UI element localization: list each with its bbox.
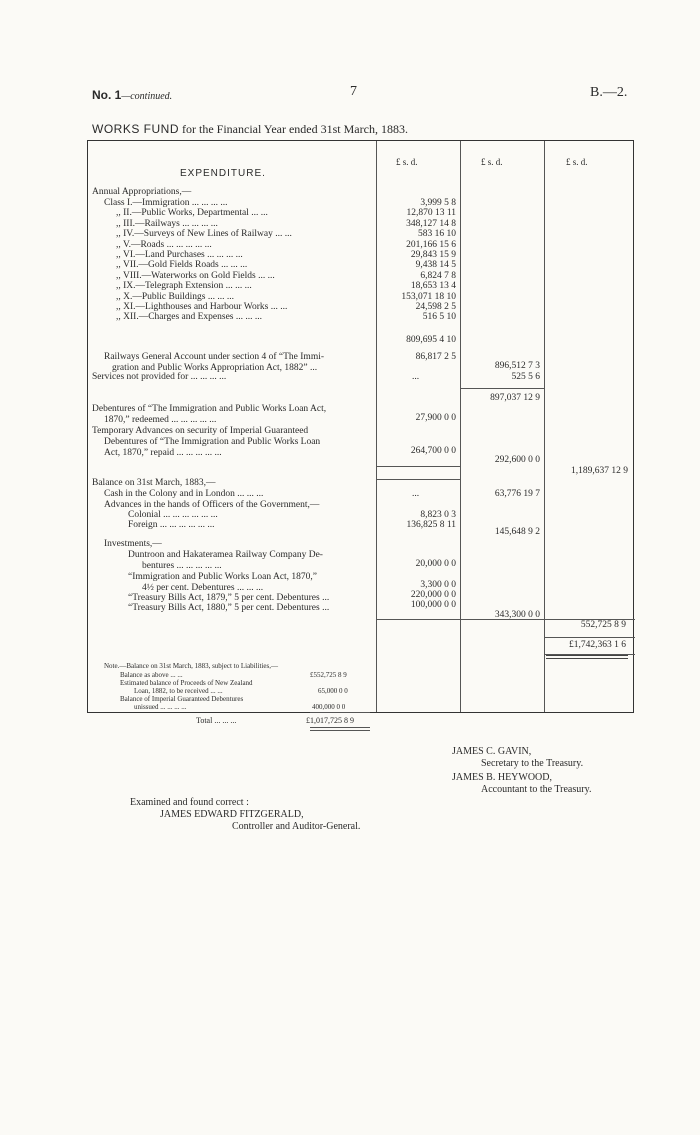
signature-fitzgerald-title: Controller and Auditor-General. bbox=[232, 821, 361, 832]
note-r3-amount: 65,000 0 0 bbox=[318, 687, 348, 695]
colonial-amount: 8,823 0 3 bbox=[420, 510, 456, 520]
services-dots: ... bbox=[412, 372, 420, 382]
treasury-1879-amount: 220,000 0 0 bbox=[410, 590, 456, 600]
col1-header: £ s. d. bbox=[396, 157, 418, 167]
temporary-line2: Debentures of “The Immigration and Public Works Loan bbox=[104, 437, 321, 447]
note-r3: Loan, 1882, to be received ... ... bbox=[134, 687, 223, 695]
advances-label: Advances in the hands of Officers of the Government,— bbox=[104, 500, 320, 510]
treasury-1880-amount: 100,000 0 0 bbox=[410, 600, 456, 610]
investments-heading: Investments,— bbox=[104, 539, 162, 549]
class-row-amount: 29,843 15 9 bbox=[410, 250, 456, 260]
class-row-label: ,, X.—Public Buildings ... ... ... bbox=[116, 291, 234, 302]
signature-heywood-title: Accountant to the Treasury. bbox=[481, 784, 592, 795]
class-row-label: ,, III.—Railways ... ... ... ... bbox=[116, 218, 218, 229]
class-row-label: ,, XI.—Lighthouses and Harbour Works ... ... bbox=[116, 302, 288, 312]
class-row-amount: 24,598 2 5 bbox=[415, 302, 456, 312]
subtotal-appropriations: 809,695 4 10 bbox=[406, 335, 456, 345]
balance-total: 552,725 8 9 bbox=[580, 620, 626, 630]
class-row-amount: 3,999 5 8 bbox=[420, 198, 456, 208]
document-ref: B.—2. bbox=[590, 85, 628, 100]
foreign-amount: 136,825 8 11 bbox=[406, 520, 456, 530]
railways-line2: gration and Public Works Appropriation Act, 1882” ... bbox=[112, 363, 318, 373]
debentures-line2: 1870,” redeemed ... ... ... ... ... bbox=[104, 415, 217, 425]
class-row-label: ,, VI.—Land Purchases ... ... ... ... bbox=[116, 250, 243, 260]
examined-text: Examined and found correct : bbox=[130, 797, 249, 808]
treasury-1880: “Treasury Bills Act, 1880,” 5 per cent. Debentures ... bbox=[128, 603, 330, 613]
class-row-label: ,, V.—Roads ... ... ... ... ... bbox=[116, 239, 212, 250]
treasury-1879: “Treasury Bills Act, 1879,” 5 per cent. Debentures ... bbox=[128, 593, 330, 603]
class-row-amount: 153,071 18 10 bbox=[401, 291, 456, 302]
class-row-amount: 583 16 10 bbox=[418, 229, 456, 240]
col2-header: £ s. d. bbox=[481, 157, 503, 167]
investments-total: 343,300 0 0 bbox=[494, 610, 540, 620]
temporary-amount: 264,700 0 0 bbox=[410, 446, 456, 456]
temporary-line3: Act, 1870,” repaid ... ... ... ... ... bbox=[104, 448, 222, 458]
expenditure-heading: EXPENDITURE. bbox=[180, 168, 266, 179]
advances-total: 145,648 9 2 bbox=[494, 527, 540, 537]
note-r2: Estimated balance of Proceeds of New Zealand bbox=[120, 679, 253, 687]
signature-gavin: JAMES C. GAVIN, bbox=[452, 746, 532, 757]
grand-total: £1,742,363 1 6 bbox=[569, 640, 626, 650]
note-r1-amount: £552,725 8 9 bbox=[310, 671, 347, 679]
duntroon-line2: bentures ... ... ... ... ... bbox=[142, 561, 222, 571]
note-total-amount: £1,017,725 8 9 bbox=[306, 716, 354, 725]
immigration-line1: “Immigration and Public Works Loan Act, 1870,” bbox=[128, 572, 318, 582]
debentures-amount: 27,900 0 0 bbox=[415, 413, 456, 423]
note-r4: Balance of Imperial Guaranteed Debentures bbox=[120, 695, 244, 703]
signature-fitzgerald: JAMES EDWARD FITZGERALD, bbox=[160, 809, 304, 820]
class-row-label: Class I.—Immigration ... ... ... ... bbox=[104, 198, 228, 208]
note-total-label: Total ... ... ... bbox=[196, 716, 237, 725]
col3-header: £ s. d. bbox=[566, 157, 588, 167]
duntroon-amount: 20,000 0 0 bbox=[415, 559, 456, 569]
total-b: 897,037 12 9 bbox=[490, 393, 540, 403]
debentures-line1: Debentures of “The Immigration and Public Works Loan Act, bbox=[92, 404, 327, 414]
railways-line1: Railways General Account under section 4 of “The Immi- bbox=[104, 352, 325, 362]
foreign-label: Foreign ... ... ... ... ... ... bbox=[128, 520, 215, 530]
class-row-amount: 9,438 14 5 bbox=[415, 260, 456, 271]
cash-dots: ... bbox=[412, 489, 420, 499]
signature-gavin-title: Secretary to the Treasury. bbox=[481, 758, 584, 769]
immigration-amount: 3,300 0 0 bbox=[420, 580, 456, 590]
page-title: WORKS FUND for the Financial Year ended 31st March, 1883. bbox=[92, 122, 408, 136]
cash-amount: 63,776 19 7 bbox=[494, 489, 540, 499]
class-row-amount: 201,166 15 6 bbox=[406, 239, 456, 250]
duntroon-line1: Duntroon and Hakateramea Railway Company De- bbox=[128, 550, 323, 560]
class-row-label: ,, VII.—Gold Fields Roads ... ... ... bbox=[116, 260, 248, 271]
temporary-line1: Temporary Advances on security of Imperial Guaranteed bbox=[92, 426, 309, 436]
class-row-label: ,, IX.—Telegraph Extension ... ... ... bbox=[116, 281, 252, 292]
services-label: Services not provided for ... ... ... ... bbox=[92, 372, 227, 382]
class-row-amount: 12,870 13 11 bbox=[406, 208, 456, 219]
page-number: 7 bbox=[350, 84, 357, 99]
class-row-amount: 516 5 10 bbox=[422, 312, 456, 323]
note-heading: Note.—Balance on 31st March, 1883, subject to Liabilities,— bbox=[104, 662, 278, 670]
total-c: 292,600 0 0 bbox=[494, 455, 540, 465]
continued-label: No. 1—continued. bbox=[92, 88, 173, 102]
class-row-label: ,, XII.—Charges and Expenses ... ... ... bbox=[116, 312, 262, 323]
class-row-label: ,, IV.—Surveys of New Lines of Railway ... ... bbox=[116, 229, 292, 240]
class-row-label: ,, II.—Public Works, Departmental ... ... bbox=[116, 208, 268, 219]
note-r5-amount: 400,000 0 0 bbox=[312, 703, 346, 711]
immigration-line2: 4½ per cent. Debentures ... ... ... bbox=[142, 583, 264, 593]
railways-amount: 86,817 2 5 bbox=[415, 352, 456, 362]
note-r5: unissued ... ... ... ... bbox=[134, 703, 187, 711]
class-row-amount: 18,653 13 4 bbox=[410, 281, 456, 292]
class-row-amount: 6,824 7 8 bbox=[420, 270, 456, 281]
services-amount: 525 5 6 bbox=[511, 372, 540, 382]
grand-subtotal: 1,189,637 12 9 bbox=[571, 466, 628, 476]
class-row-label: ,, VIII.—Waterworks on Gold Fields ... ... bbox=[116, 270, 275, 281]
colonial-label: Colonial ... ... ... ... ... ... bbox=[128, 510, 218, 520]
signature-heywood: JAMES B. HEYWOOD, bbox=[452, 772, 552, 783]
class-row-amount: 348,127 14 8 bbox=[406, 218, 456, 229]
total-a: 896,512 7 3 bbox=[494, 361, 540, 371]
balance-heading: Balance on 31st March, 1883,— bbox=[92, 478, 216, 488]
note-r1: Balance as above ... ... bbox=[120, 671, 183, 679]
cash-label: Cash in the Colony and in London ... ... ... bbox=[104, 489, 264, 499]
annual-heading: Annual Appropriations,— bbox=[92, 187, 192, 197]
